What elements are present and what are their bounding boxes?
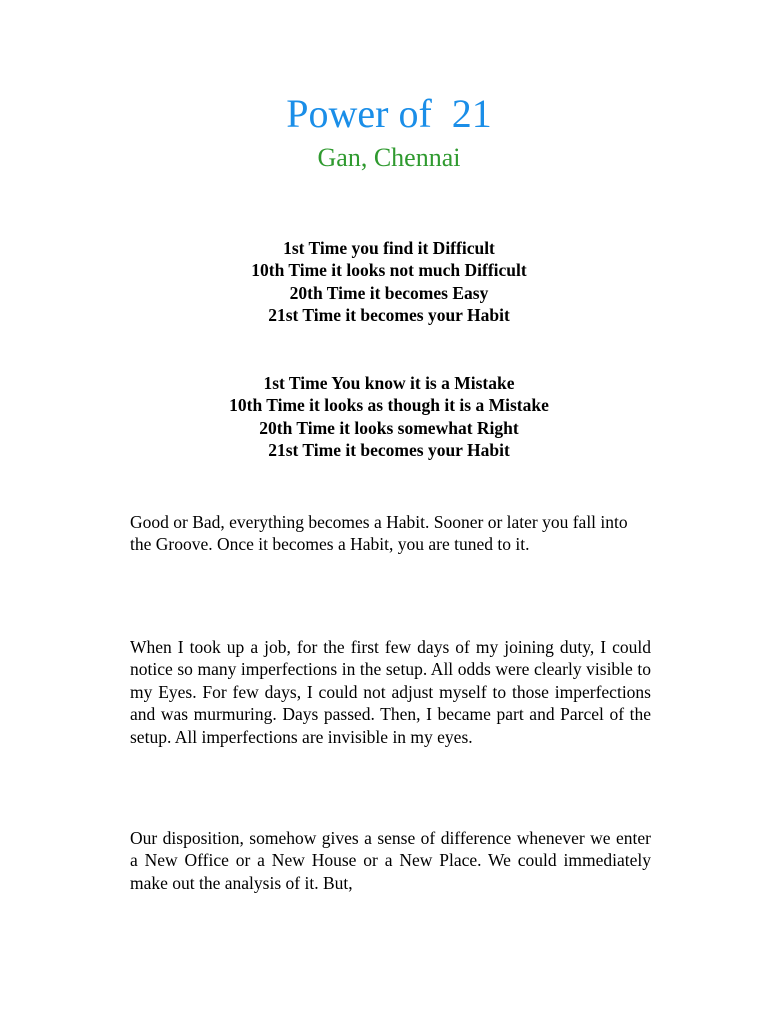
- stanza-difficult: [0, 237, 768, 327]
- stanza-line: 21st Time it becomes your Habit: [268, 440, 510, 461]
- stanza-line: 10th Time it looks as though it is a Mistake: [229, 395, 549, 416]
- paragraph-disposition: Our disposition, somehow gives a sense of difference whenever we enter a New Office or a New House or a New Place. We could immediately make out the analysis of it. But,: [130, 828, 651, 893]
- stanza-mistake: [0, 372, 768, 462]
- stanza-line: 21st Time it becomes your Habit: [268, 305, 510, 326]
- paragraph-job: When I took up a job, for the first few days of my joining duty, I could notice so many imperfections in the setup. All odds were clearly visible to my Eyes. For few days, I could not adjust myself to those imperfections and was murmuring. Days passed. Then, I became part and Parcel of the setup. All imperfections are invisible in my eyes.: [130, 637, 651, 747]
- stanza-line: 1st Time You know it is a Mistake: [263, 373, 515, 393]
- paragraph-habit: Good or Bad, everything becomes a Habit. Sooner or later you fall into the Groove. Once it becomes a Habit, you are tuned to it.: [130, 512, 628, 555]
- stanza-line: 20th Time it becomes Easy: [289, 282, 489, 303]
- document-title: Power of 21: [286, 91, 492, 136]
- stanza-line: 1st Time you find it Difficult: [283, 238, 495, 258]
- stanza-line: 10th Time it looks not much Difficult: [251, 260, 527, 281]
- stanza-line: 20th Time it looks somewhat Right: [259, 417, 519, 438]
- document-subtitle: Gan, Chennai: [317, 143, 461, 172]
